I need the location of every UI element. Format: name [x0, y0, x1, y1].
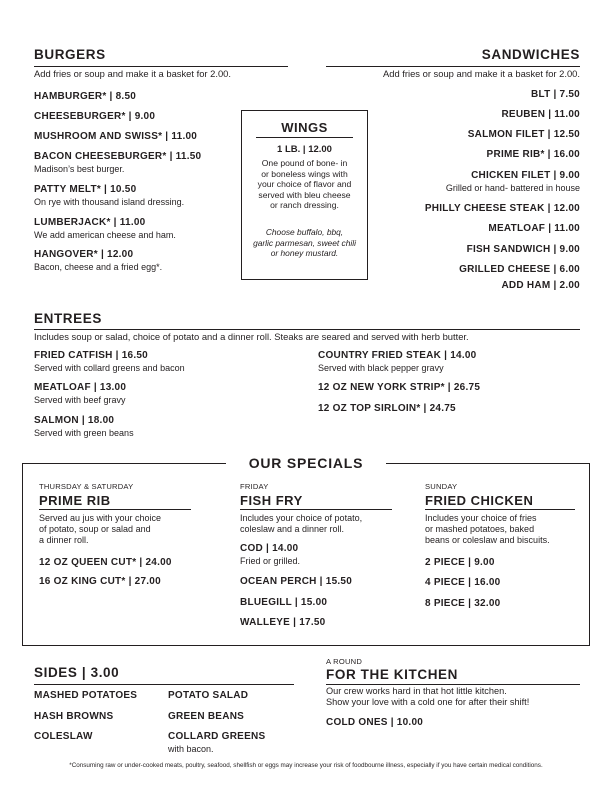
- menu-item-chicken-filet: CHICKEN FILET | 9.00: [471, 170, 580, 181]
- wings-price: 1 LB. | 12.00: [277, 144, 332, 155]
- wings-flavor-line: Choose buffalo, bbq,: [265, 227, 344, 237]
- menu-item-salmon: SALMON | 18.00: [34, 415, 115, 426]
- menu-item-prime-rib-sandwich: PRIME RIB* | 16.00: [486, 149, 580, 160]
- menu-item-fish-sandwich: FISH SANDWICH | 9.00: [466, 244, 580, 255]
- special-prime-rib-title: PRIME RIB: [39, 493, 111, 508]
- sides-divider: [34, 684, 294, 685]
- wings-box: [241, 110, 368, 280]
- menu-item-desc: Bacon, cheese and a fried egg*.: [34, 262, 163, 272]
- wings-desc-line: or boneless wings with: [261, 168, 348, 179]
- desc-line: Includes your choice of potato,: [240, 513, 363, 523]
- menu-item-desc: Served with collard greens and bacon: [34, 363, 185, 373]
- burgers-divider: [34, 66, 288, 67]
- desc-line: coleslaw and a dinner roll.: [240, 524, 345, 534]
- wings-desc-line: your choice of flavor and: [257, 179, 352, 189]
- special-fried-chicken-desc: [425, 513, 550, 546]
- kitchen-pre-title: A ROUND: [326, 657, 362, 666]
- menu-item-lumberjack: LUMBERJACK* | 11.00: [34, 217, 146, 228]
- special-divider: [240, 509, 392, 510]
- menu-item-fried-catfish: FRIED CATFISH | 16.50: [34, 350, 148, 361]
- menu-item-patty-melt: PATTY MELT* | 10.50: [34, 184, 137, 195]
- menu-item-desc: Grilled or hand- battered in house: [445, 183, 580, 193]
- menu-item-desc: with bacon.: [168, 744, 214, 754]
- kitchen-title: FOR THE KITCHEN: [326, 667, 458, 682]
- special-fried-chicken-title: FRIED CHICKEN: [425, 493, 534, 508]
- menu-item-4-piece: 4 PIECE | 16.00: [425, 577, 501, 588]
- desc-line: Includes your choice of fries: [425, 513, 537, 523]
- burgers-intro: Add fries or soup and make it a basket for 2.00.: [34, 68, 231, 79]
- menu-item-salmon-filet: SALMON FILET | 12.50: [467, 129, 580, 140]
- wings-flavor-line: garlic parmesan, sweet chili: [253, 237, 356, 248]
- entrees-divider: [34, 329, 580, 330]
- sandwiches-intro: Add fries or soup and make it a basket for 2.00.: [383, 68, 580, 79]
- menu-item-bacon-cheeseburger: BACON CHEESEBURGER* | 11.50: [34, 151, 202, 162]
- menu-item-philly: PHILLY CHEESE STEAK | 12.00: [424, 203, 580, 214]
- menu-item-add-ham: ADD HAM | 2.00: [501, 280, 580, 291]
- side-collard-greens: COLLARD GREENS: [168, 731, 266, 742]
- side-coleslaw: COLESLAW: [34, 731, 93, 742]
- wings-flavor-line: or honey mustard.: [270, 248, 339, 258]
- wings-description: [242, 158, 367, 211]
- menu-item-hamburger: HAMBURGER* | 8.50: [34, 91, 137, 102]
- wings-desc-line: One pound of bone- in: [261, 158, 348, 168]
- menu-item-desc: Fried or grilled.: [240, 556, 301, 566]
- special-fish-fry-desc: [240, 513, 362, 535]
- menu-item-hangover: HANGOVER* | 12.00: [34, 249, 134, 260]
- menu-item-desc: Served with beef gravy: [34, 395, 126, 405]
- entrees-title: ENTREES: [34, 311, 102, 326]
- wings-desc-line: served with bleu cheese: [258, 189, 351, 200]
- special-day-label: SUNDAY: [425, 482, 458, 491]
- burgers-title: BURGERS: [34, 47, 106, 62]
- desc-line: beans or coleslaw and biscuits.: [425, 535, 550, 545]
- menu-item-meatloaf-sandwich: MEATLOAF | 11.00: [488, 223, 580, 234]
- desc-line: or mashed potatoes, baked: [425, 524, 535, 534]
- specials-title: OUR SPECIALS: [226, 452, 386, 474]
- menu-item-desc: Served with green beans: [34, 428, 134, 438]
- footnote: *Consuming raw or under-cooked meats, poultry, seafood, shellfish or eggs may increase your risk of foodbourne illness, especially if you have certain medical conditions.: [69, 762, 543, 769]
- menu-item-king-cut: 16 OZ KING CUT* | 27.00: [39, 576, 161, 587]
- special-day-label: THURSDAY & SATURDAY: [39, 482, 134, 491]
- menu-item-mushroom-swiss: MUSHROOM AND SWISS* | 11.00: [34, 131, 198, 142]
- sandwiches-title: SANDWICHES: [481, 47, 580, 62]
- menu-item-desc: Madison’s best burger.: [34, 164, 125, 174]
- wings-desc-line: or ranch dressing.: [270, 200, 339, 210]
- special-divider: [39, 509, 191, 510]
- menu-item-blt: BLT | 7.50: [530, 89, 580, 100]
- desc-line: Show your love with a cold one for after their shift!: [326, 697, 530, 707]
- special-prime-rib-desc: [39, 513, 161, 546]
- side-potato-salad: POTATO SALAD: [168, 690, 249, 701]
- menu-item-2-piece: 2 PIECE | 9.00: [425, 557, 495, 568]
- wings-title: WINGS: [281, 120, 328, 135]
- side-mashed-potatoes: MASHED POTATOES: [34, 690, 138, 701]
- sandwiches-divider: [326, 66, 580, 67]
- menu-item-cold-ones: COLD ONES | 10.00: [326, 717, 424, 728]
- special-fish-fry-title: FISH FRY: [240, 493, 303, 508]
- menu-item-desc: We add american cheese and ham.: [34, 230, 176, 240]
- special-day-label: FRIDAY: [240, 482, 269, 491]
- kitchen-desc: [326, 686, 529, 708]
- kitchen-divider: [326, 684, 580, 685]
- menu-item-bluegill: BLUEGILL | 15.00: [240, 597, 328, 608]
- menu-item-8-piece: 8 PIECE | 32.00: [425, 598, 501, 609]
- menu-item-cod: COD | 14.00: [240, 543, 299, 554]
- menu-item-desc: Served with black pepper gravy: [318, 363, 444, 373]
- menu-item-new-york-strip: 12 OZ NEW YORK STRIP* | 26.75: [318, 382, 481, 393]
- entrees-intro: Includes soup or salad, choice of potato and a dinner roll. Steaks are seared and served with herb butter.: [34, 331, 469, 342]
- menu-item-country-fried-steak: COUNTRY FRIED STEAK | 14.00: [318, 350, 477, 361]
- menu-item-desc: On rye with thousand island dressing.: [34, 197, 185, 207]
- menu-item-top-sirloin: 12 OZ TOP SIRLOIN* | 24.75: [318, 403, 456, 414]
- menu-item-grilled-cheese: GRILLED CHEESE | 6.00: [459, 264, 580, 275]
- wings-divider: [256, 137, 353, 138]
- menu-item-queen-cut: 12 OZ QUEEN CUT* | 24.00: [39, 557, 172, 568]
- side-green-beans: GREEN BEANS: [168, 711, 245, 722]
- menu-item-meatloaf: MEATLOAF | 13.00: [34, 382, 127, 393]
- menu-item-walleye: WALLEYE | 17.50: [240, 617, 326, 628]
- wings-flavors: [242, 227, 367, 259]
- desc-line: of potato, soup or salad and: [39, 524, 151, 534]
- desc-line: a dinner roll.: [39, 535, 89, 545]
- menu-item-reuben: REUBEN | 11.00: [501, 109, 580, 120]
- sides-title: SIDES | 3.00: [34, 665, 120, 680]
- side-hash-browns: HASH BROWNS: [34, 711, 114, 722]
- desc-line: Served au jus with your choice: [39, 513, 162, 523]
- desc-line: Our crew works hard in that hot little kitchen.: [326, 686, 507, 696]
- menu-item-ocean-perch: OCEAN PERCH | 15.50: [240, 576, 353, 587]
- menu-item-cheeseburger: CHEESEBURGER* | 9.00: [34, 111, 156, 122]
- special-divider: [425, 509, 575, 510]
